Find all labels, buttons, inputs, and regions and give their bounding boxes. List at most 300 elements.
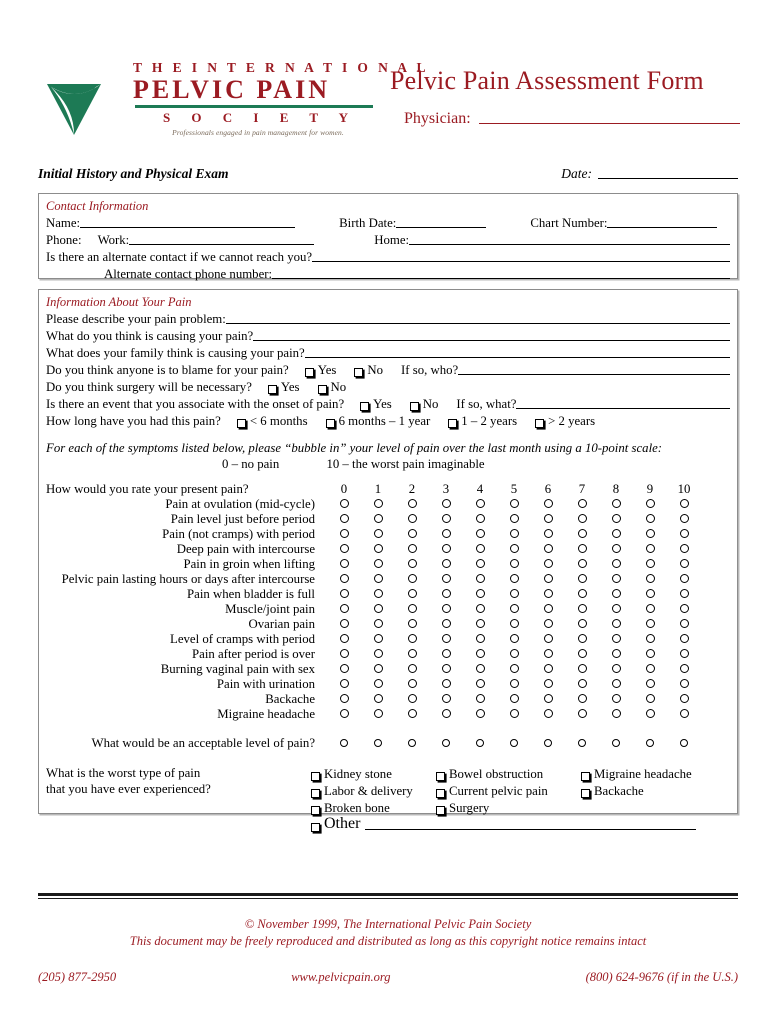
pain-bubble-cell[interactable] (667, 602, 701, 617)
pain-bubble-cell[interactable] (361, 662, 395, 677)
pain-bubble-cell[interactable] (633, 542, 667, 557)
checkbox-icon[interactable] (360, 402, 369, 411)
pain-bubble-cell[interactable] (327, 692, 361, 707)
radio-bubble-icon[interactable] (340, 574, 349, 583)
radio-bubble-icon[interactable] (374, 604, 383, 613)
radio-bubble-icon[interactable] (340, 559, 349, 568)
radio-bubble-icon[interactable] (680, 529, 689, 538)
pain-bubble-cell[interactable] (667, 557, 701, 572)
pain-bubble-cell[interactable] (497, 527, 531, 542)
radio-bubble-icon[interactable] (374, 664, 383, 673)
radio-bubble-icon[interactable] (646, 604, 655, 613)
causing-pain-input[interactable] (253, 340, 730, 341)
pain-bubble-cell[interactable] (429, 497, 463, 512)
radio-bubble-icon[interactable] (612, 649, 621, 658)
radio-bubble-icon[interactable] (578, 499, 587, 508)
radio-bubble-icon[interactable] (476, 694, 485, 703)
pain-bubble-cell[interactable] (463, 527, 497, 542)
pain-bubble-cell[interactable] (531, 632, 565, 647)
pain-bubble-cell[interactable] (531, 602, 565, 617)
pain-bubble-cell[interactable] (429, 557, 463, 572)
pain-bubble-cell[interactable] (633, 632, 667, 647)
radio-bubble-icon[interactable] (612, 619, 621, 628)
pain-bubble-cell[interactable] (497, 647, 531, 662)
pain-bubble-cell[interactable] (667, 632, 701, 647)
pain-bubble-cell[interactable] (361, 647, 395, 662)
radio-bubble-icon[interactable] (476, 589, 485, 598)
pain-bubble-cell[interactable] (531, 572, 565, 587)
pain-bubble-cell[interactable] (633, 692, 667, 707)
acceptable-bubble-cell[interactable] (395, 736, 429, 751)
radio-bubble-icon[interactable] (476, 559, 485, 568)
pain-bubble-cell[interactable] (531, 692, 565, 707)
pain-bubble-cell[interactable] (395, 527, 429, 542)
onset-ifso-input[interactable] (516, 408, 730, 409)
radio-bubble-icon[interactable] (442, 574, 451, 583)
pain-bubble-cell[interactable] (361, 692, 395, 707)
pain-bubble-cell[interactable] (531, 497, 565, 512)
radio-bubble-icon[interactable] (680, 499, 689, 508)
radio-bubble-icon[interactable] (612, 514, 621, 523)
checkbox-icon[interactable] (354, 368, 363, 377)
pain-bubble-cell[interactable] (599, 692, 633, 707)
other-input[interactable] (365, 829, 696, 830)
onset-yes-option[interactable] (360, 396, 394, 412)
radio-bubble-icon[interactable] (476, 679, 485, 688)
pain-bubble-cell[interactable] (531, 647, 565, 662)
radio-bubble-icon[interactable] (510, 574, 519, 583)
pain-bubble-cell[interactable] (327, 647, 361, 662)
radio-bubble-icon[interactable] (646, 574, 655, 583)
pain-bubble-cell[interactable] (633, 587, 667, 602)
radio-bubble-icon[interactable] (442, 664, 451, 673)
radio-bubble-icon[interactable] (340, 694, 349, 703)
worst-pain-option[interactable] (581, 782, 692, 799)
name-input[interactable] (80, 227, 295, 228)
pain-bubble-cell[interactable] (327, 587, 361, 602)
worst-pain-option[interactable] (581, 765, 692, 782)
pain-bubble-cell[interactable] (395, 632, 429, 647)
pain-bubble-cell[interactable] (599, 587, 633, 602)
pain-bubble-cell[interactable] (565, 617, 599, 632)
pain-bubble-cell[interactable] (599, 497, 633, 512)
radio-bubble-icon[interactable] (476, 739, 485, 748)
blame-yes-option[interactable] (305, 362, 339, 378)
pain-bubble-cell[interactable] (463, 632, 497, 647)
acceptable-bubble-cell[interactable] (497, 736, 531, 751)
radio-bubble-icon[interactable] (578, 634, 587, 643)
pain-bubble-cell[interactable] (497, 542, 531, 557)
pain-bubble-cell[interactable] (361, 527, 395, 542)
surgery-yes-option[interactable] (268, 379, 302, 395)
radio-bubble-icon[interactable] (578, 709, 587, 718)
checkbox-icon[interactable] (410, 402, 419, 411)
radio-bubble-icon[interactable] (578, 574, 587, 583)
acceptable-bubble-cell[interactable] (463, 736, 497, 751)
radio-bubble-icon[interactable] (408, 694, 417, 703)
pain-bubble-cell[interactable] (463, 557, 497, 572)
radio-bubble-icon[interactable] (408, 664, 417, 673)
worst-pain-option[interactable] (311, 765, 436, 782)
radio-bubble-icon[interactable] (578, 529, 587, 538)
radio-bubble-icon[interactable] (442, 514, 451, 523)
radio-bubble-icon[interactable] (476, 619, 485, 628)
pain-bubble-cell[interactable] (531, 557, 565, 572)
radio-bubble-icon[interactable] (510, 529, 519, 538)
footer-website[interactable]: www.pelvicpain.org (291, 970, 391, 984)
describe-pain-input[interactable] (226, 323, 730, 324)
pain-bubble-cell[interactable] (429, 602, 463, 617)
radio-bubble-icon[interactable] (374, 739, 383, 748)
radio-bubble-icon[interactable] (476, 574, 485, 583)
radio-bubble-icon[interactable] (578, 604, 587, 613)
radio-bubble-icon[interactable] (442, 589, 451, 598)
radio-bubble-icon[interactable] (408, 649, 417, 658)
radio-bubble-icon[interactable] (646, 529, 655, 538)
pain-bubble-cell[interactable] (565, 662, 599, 677)
pain-bubble-cell[interactable] (327, 542, 361, 557)
radio-bubble-icon[interactable] (578, 664, 587, 673)
worst-pain-option[interactable] (436, 765, 581, 782)
pain-bubble-cell[interactable] (395, 647, 429, 662)
radio-bubble-icon[interactable] (680, 739, 689, 748)
radio-bubble-icon[interactable] (578, 694, 587, 703)
pain-bubble-cell[interactable] (327, 632, 361, 647)
pain-bubble-cell[interactable] (327, 677, 361, 692)
onset-no-option[interactable] (410, 396, 441, 412)
radio-bubble-icon[interactable] (510, 619, 519, 628)
radio-bubble-icon[interactable] (408, 634, 417, 643)
radio-bubble-icon[interactable] (680, 649, 689, 658)
radio-bubble-icon[interactable] (374, 649, 383, 658)
radio-bubble-icon[interactable] (374, 679, 383, 688)
radio-bubble-icon[interactable] (646, 649, 655, 658)
pain-bubble-cell[interactable] (395, 572, 429, 587)
pain-bubble-cell[interactable] (633, 677, 667, 692)
pain-bubble-cell[interactable] (531, 542, 565, 557)
physician-input[interactable] (479, 123, 740, 124)
pain-bubble-cell[interactable] (667, 497, 701, 512)
pain-bubble-cell[interactable] (599, 527, 633, 542)
pain-bubble-cell[interactable] (463, 572, 497, 587)
pain-bubble-cell[interactable] (497, 572, 531, 587)
radio-bubble-icon[interactable] (544, 649, 553, 658)
pain-bubble-cell[interactable] (565, 572, 599, 587)
worst-pain-option[interactable] (311, 782, 436, 799)
checkbox-icon[interactable] (311, 823, 320, 832)
radio-bubble-icon[interactable] (476, 499, 485, 508)
radio-bubble-icon[interactable] (442, 619, 451, 628)
radio-bubble-icon[interactable] (646, 694, 655, 703)
pain-bubble-cell[interactable] (395, 707, 429, 722)
radio-bubble-icon[interactable] (442, 499, 451, 508)
radio-bubble-icon[interactable] (442, 679, 451, 688)
home-phone-input[interactable] (409, 244, 730, 245)
pain-bubble-cell[interactable] (633, 497, 667, 512)
radio-bubble-icon[interactable] (340, 604, 349, 613)
checkbox-icon[interactable] (436, 789, 445, 798)
pain-bubble-cell[interactable] (531, 587, 565, 602)
checkbox-icon[interactable] (311, 806, 320, 815)
pain-bubble-cell[interactable] (429, 647, 463, 662)
pain-bubble-cell[interactable] (667, 662, 701, 677)
radio-bubble-icon[interactable] (578, 619, 587, 628)
radio-bubble-icon[interactable] (612, 529, 621, 538)
checkbox-icon[interactable] (581, 789, 590, 798)
pain-bubble-cell[interactable] (599, 707, 633, 722)
acceptable-bubble-cell[interactable] (531, 736, 565, 751)
pain-bubble-cell[interactable] (429, 617, 463, 632)
duration-option-1[interactable] (326, 413, 433, 429)
pain-bubble-cell[interactable] (497, 512, 531, 527)
radio-bubble-icon[interactable] (340, 634, 349, 643)
radio-bubble-icon[interactable] (374, 709, 383, 718)
pain-bubble-cell[interactable] (361, 557, 395, 572)
pain-bubble-cell[interactable] (463, 662, 497, 677)
checkbox-icon[interactable] (326, 419, 335, 428)
pain-bubble-cell[interactable] (633, 557, 667, 572)
radio-bubble-icon[interactable] (408, 739, 417, 748)
radio-bubble-icon[interactable] (544, 589, 553, 598)
pain-bubble-cell[interactable] (599, 542, 633, 557)
radio-bubble-icon[interactable] (340, 619, 349, 628)
pain-bubble-cell[interactable] (565, 707, 599, 722)
alternate-contact-input[interactable] (312, 261, 730, 262)
pain-bubble-cell[interactable] (497, 707, 531, 722)
checkbox-icon[interactable] (237, 419, 246, 428)
radio-bubble-icon[interactable] (578, 679, 587, 688)
radio-bubble-icon[interactable] (510, 514, 519, 523)
pain-bubble-cell[interactable] (531, 617, 565, 632)
pain-bubble-cell[interactable] (429, 587, 463, 602)
radio-bubble-icon[interactable] (544, 544, 553, 553)
birth-date-input[interactable] (396, 227, 486, 228)
radio-bubble-icon[interactable] (510, 664, 519, 673)
radio-bubble-icon[interactable] (646, 499, 655, 508)
radio-bubble-icon[interactable] (544, 679, 553, 688)
radio-bubble-icon[interactable] (442, 649, 451, 658)
pain-bubble-cell[interactable] (565, 512, 599, 527)
radio-bubble-icon[interactable] (442, 604, 451, 613)
pain-bubble-cell[interactable] (463, 707, 497, 722)
radio-bubble-icon[interactable] (340, 679, 349, 688)
pain-bubble-cell[interactable] (565, 632, 599, 647)
radio-bubble-icon[interactable] (680, 679, 689, 688)
radio-bubble-icon[interactable] (612, 589, 621, 598)
pain-bubble-cell[interactable] (361, 587, 395, 602)
pain-bubble-cell[interactable] (463, 617, 497, 632)
radio-bubble-icon[interactable] (442, 739, 451, 748)
radio-bubble-icon[interactable] (476, 649, 485, 658)
pain-bubble-cell[interactable] (463, 542, 497, 557)
pain-bubble-cell[interactable] (327, 557, 361, 572)
pain-bubble-cell[interactable] (599, 632, 633, 647)
pain-bubble-cell[interactable] (531, 707, 565, 722)
radio-bubble-icon[interactable] (374, 529, 383, 538)
worst-pain-option[interactable] (436, 799, 581, 816)
pain-bubble-cell[interactable] (531, 677, 565, 692)
pain-bubble-cell[interactable] (429, 692, 463, 707)
radio-bubble-icon[interactable] (340, 514, 349, 523)
work-phone-input[interactable] (129, 244, 314, 245)
radio-bubble-icon[interactable] (374, 694, 383, 703)
radio-bubble-icon[interactable] (646, 514, 655, 523)
worst-pain-option[interactable] (436, 782, 581, 799)
radio-bubble-icon[interactable] (544, 709, 553, 718)
radio-bubble-icon[interactable] (646, 739, 655, 748)
radio-bubble-icon[interactable] (612, 544, 621, 553)
pain-bubble-cell[interactable] (395, 617, 429, 632)
pain-bubble-cell[interactable] (497, 587, 531, 602)
radio-bubble-icon[interactable] (612, 709, 621, 718)
pain-bubble-cell[interactable] (429, 677, 463, 692)
radio-bubble-icon[interactable] (544, 514, 553, 523)
radio-bubble-icon[interactable] (680, 619, 689, 628)
radio-bubble-icon[interactable] (646, 589, 655, 598)
pain-bubble-cell[interactable] (599, 512, 633, 527)
radio-bubble-icon[interactable] (476, 514, 485, 523)
pain-bubble-cell[interactable] (463, 677, 497, 692)
pain-bubble-cell[interactable] (361, 707, 395, 722)
pain-bubble-cell[interactable] (429, 572, 463, 587)
radio-bubble-icon[interactable] (680, 664, 689, 673)
pain-bubble-cell[interactable] (395, 557, 429, 572)
radio-bubble-icon[interactable] (374, 634, 383, 643)
pain-bubble-cell[interactable] (463, 692, 497, 707)
pain-bubble-cell[interactable] (667, 527, 701, 542)
radio-bubble-icon[interactable] (510, 739, 519, 748)
radio-bubble-icon[interactable] (408, 589, 417, 598)
pain-bubble-cell[interactable] (667, 647, 701, 662)
pain-bubble-cell[interactable] (565, 692, 599, 707)
pain-bubble-cell[interactable] (463, 512, 497, 527)
radio-bubble-icon[interactable] (374, 544, 383, 553)
radio-bubble-icon[interactable] (612, 499, 621, 508)
radio-bubble-icon[interactable] (646, 619, 655, 628)
acceptable-bubble-cell[interactable] (327, 736, 361, 751)
pain-bubble-cell[interactable] (565, 527, 599, 542)
radio-bubble-icon[interactable] (544, 739, 553, 748)
radio-bubble-icon[interactable] (578, 589, 587, 598)
pain-bubble-cell[interactable] (395, 602, 429, 617)
pain-bubble-cell[interactable] (565, 557, 599, 572)
radio-bubble-icon[interactable] (544, 664, 553, 673)
checkbox-icon[interactable] (448, 419, 457, 428)
pain-bubble-cell[interactable] (463, 497, 497, 512)
radio-bubble-icon[interactable] (408, 679, 417, 688)
radio-bubble-icon[interactable] (374, 619, 383, 628)
pain-bubble-cell[interactable] (361, 602, 395, 617)
radio-bubble-icon[interactable] (408, 529, 417, 538)
radio-bubble-icon[interactable] (544, 619, 553, 628)
pain-bubble-cell[interactable] (633, 602, 667, 617)
pain-bubble-cell[interactable] (667, 707, 701, 722)
radio-bubble-icon[interactable] (544, 574, 553, 583)
radio-bubble-icon[interactable] (578, 649, 587, 658)
pain-bubble-cell[interactable] (565, 497, 599, 512)
pain-bubble-cell[interactable] (429, 632, 463, 647)
pain-bubble-cell[interactable] (599, 647, 633, 662)
acceptable-bubble-cell[interactable] (361, 736, 395, 751)
pain-bubble-cell[interactable] (667, 587, 701, 602)
acceptable-bubble-cell[interactable] (429, 736, 463, 751)
radio-bubble-icon[interactable] (680, 634, 689, 643)
pain-bubble-cell[interactable] (395, 677, 429, 692)
radio-bubble-icon[interactable] (544, 529, 553, 538)
duration-option-0[interactable] (237, 413, 310, 429)
radio-bubble-icon[interactable] (340, 739, 349, 748)
radio-bubble-icon[interactable] (408, 709, 417, 718)
acceptable-bubble-cell[interactable] (565, 736, 599, 751)
checkbox-icon[interactable] (581, 772, 590, 781)
radio-bubble-icon[interactable] (612, 559, 621, 568)
pain-bubble-cell[interactable] (497, 692, 531, 707)
pain-bubble-cell[interactable] (531, 662, 565, 677)
duration-option-2[interactable] (448, 413, 519, 429)
acceptable-bubble-cell[interactable] (667, 736, 701, 751)
pain-bubble-cell[interactable] (429, 542, 463, 557)
checkbox-icon[interactable] (535, 419, 544, 428)
checkbox-icon[interactable] (311, 772, 320, 781)
radio-bubble-icon[interactable] (646, 634, 655, 643)
radio-bubble-icon[interactable] (510, 604, 519, 613)
pain-bubble-cell[interactable] (497, 557, 531, 572)
pain-bubble-cell[interactable] (463, 647, 497, 662)
radio-bubble-icon[interactable] (510, 589, 519, 598)
pain-bubble-cell[interactable] (327, 572, 361, 587)
radio-bubble-icon[interactable] (510, 649, 519, 658)
checkbox-icon[interactable] (305, 368, 314, 377)
radio-bubble-icon[interactable] (680, 544, 689, 553)
radio-bubble-icon[interactable] (646, 664, 655, 673)
pain-bubble-cell[interactable] (327, 617, 361, 632)
radio-bubble-icon[interactable] (612, 634, 621, 643)
alternate-phone-input[interactable] (272, 278, 730, 279)
pain-bubble-cell[interactable] (599, 602, 633, 617)
radio-bubble-icon[interactable] (680, 559, 689, 568)
pain-bubble-cell[interactable] (429, 707, 463, 722)
pain-bubble-cell[interactable] (395, 662, 429, 677)
radio-bubble-icon[interactable] (510, 679, 519, 688)
pain-bubble-cell[interactable] (599, 572, 633, 587)
radio-bubble-icon[interactable] (680, 604, 689, 613)
pain-bubble-cell[interactable] (667, 542, 701, 557)
radio-bubble-icon[interactable] (680, 574, 689, 583)
radio-bubble-icon[interactable] (646, 679, 655, 688)
radio-bubble-icon[interactable] (612, 694, 621, 703)
radio-bubble-icon[interactable] (340, 544, 349, 553)
pain-bubble-cell[interactable] (429, 662, 463, 677)
radio-bubble-icon[interactable] (646, 544, 655, 553)
pain-bubble-cell[interactable] (633, 527, 667, 542)
radio-bubble-icon[interactable] (510, 544, 519, 553)
radio-bubble-icon[interactable] (544, 604, 553, 613)
radio-bubble-icon[interactable] (612, 604, 621, 613)
radio-bubble-icon[interactable] (612, 739, 621, 748)
pain-bubble-cell[interactable] (633, 617, 667, 632)
radio-bubble-icon[interactable] (510, 499, 519, 508)
pain-bubble-cell[interactable] (531, 512, 565, 527)
pain-bubble-cell[interactable] (531, 527, 565, 542)
pain-bubble-cell[interactable] (599, 617, 633, 632)
pain-bubble-cell[interactable] (565, 602, 599, 617)
pain-bubble-cell[interactable] (361, 512, 395, 527)
radio-bubble-icon[interactable] (544, 499, 553, 508)
pain-bubble-cell[interactable] (395, 512, 429, 527)
pain-bubble-cell[interactable] (463, 602, 497, 617)
radio-bubble-icon[interactable] (680, 514, 689, 523)
radio-bubble-icon[interactable] (646, 709, 655, 718)
